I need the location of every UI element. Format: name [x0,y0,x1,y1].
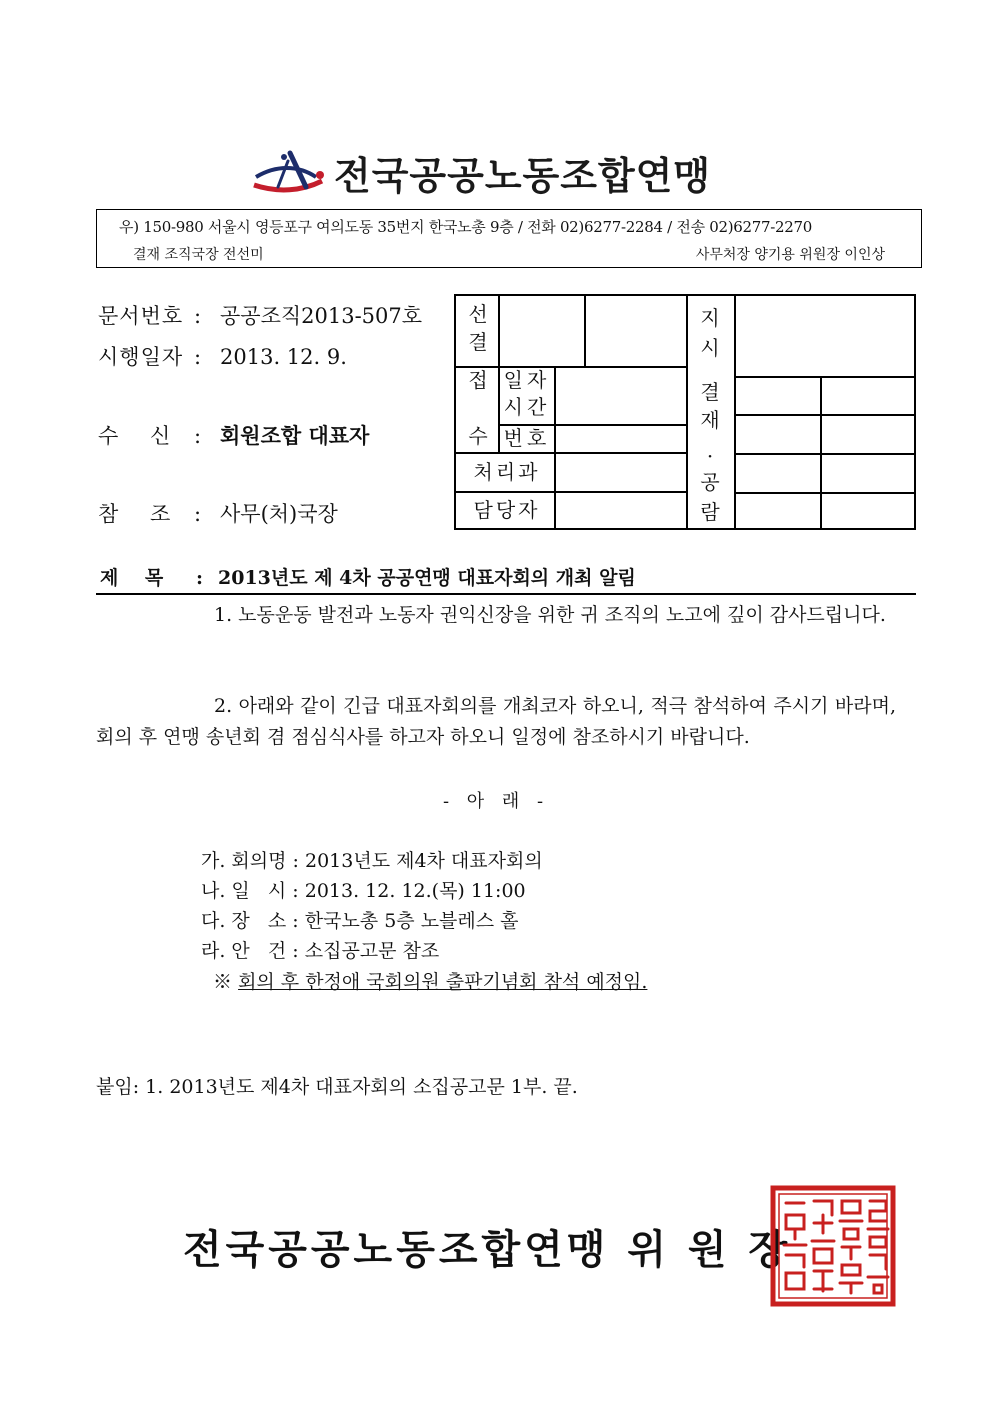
approval-line-left: 결재 조직국장 전선미 [133,247,264,263]
subject-row [100,563,636,590]
item-label: 다. 장 소 : [201,910,305,932]
paragraph-2 [96,691,896,753]
recipient-row [98,420,369,450]
approval-line-right: 사무처장 양기용 위원장 이인상 [695,247,885,263]
cell-jeop: 접 [468,368,488,392]
cell-gyeoljae-1: 결 [700,380,720,404]
item-value: 2013년도 제4차 대표자회의 [304,850,543,872]
doc-number-row [98,300,422,330]
doc-number-value: 공공조직2013-507호 [220,304,423,328]
reference-label: 참 조 [98,502,172,526]
note-text: 회의 후 한정애 국회의원 출판기념회 참석 예정임. [238,971,648,993]
cell-cheorigwa: 처리과 [473,460,541,484]
cell-ji: 지 [700,306,720,330]
cell-ram: 람 [700,500,720,524]
date-label: 시행일자 [98,345,184,369]
colon: : [194,502,202,526]
item-meeting-name [201,846,543,873]
cell-dot: · [706,444,714,468]
item-label: 가. 회의명 : [201,850,305,872]
subject-divider [96,593,916,595]
item-label: 라. 안 건 : [201,940,305,962]
cell-seon: 선 [468,302,488,326]
union-logo-icon [250,147,330,195]
subject-text: 2013년도 제 4차 공공연맹 대표자회의 개최 알림 [218,567,636,589]
cell-damdangja: 담당자 [473,498,541,522]
date-value: 2013. 12. 9. [220,345,347,369]
cell-gyeoljae-2: 재 [700,408,720,432]
item-datetime [201,876,526,903]
recipient-label: 수 신 [98,424,172,448]
paragraph-1 [96,600,896,631]
reference-row [98,498,338,528]
item-value: 소집공고문 참조 [304,940,440,962]
below-heading: - 아 래 - [442,791,550,812]
cell-si: 시 [700,336,720,360]
address-box [96,209,922,268]
cell-beonho: 번호 [503,426,551,450]
cell-gong: 공 [700,470,720,494]
official-seal-icon [770,1185,896,1307]
paragraph-2-text: 2. 아래와 같이 긴급 대표자회의를 개최코자 하오니, 적극 참석하여 주시기 바라며, 회의 후 연맹 송년회 겸 점심식사를 하고자 하오니 일정에 참조하시기 바랍니다. [96,695,896,748]
cell-sigan: 시간 [503,395,551,419]
item-venue [201,906,519,933]
date-row [98,341,347,371]
approval-table [454,294,916,530]
item-value: 2013. 12. 12.(목) 11:00 [304,880,526,902]
cell-gyeol: 결 [468,330,488,354]
item-label: 나. 일 시 : [201,880,305,902]
recipient-value: 회원조합 대표자 [220,423,370,448]
note-row [213,967,647,994]
cell-su: 수 [468,424,488,448]
item-agenda [201,936,439,963]
paragraph-1-text: 1. 노동운동 발전과 노동자 권익신장을 위한 귀 조직의 노고에 깊이 감사드립니다. [214,604,886,626]
reference-value: 사무(처)국장 [220,502,338,526]
attachment-line: 붙임: 1. 2013년도 제4차 대표자회의 소집공고문 1부. 끝. [96,1076,578,1098]
colon: : [194,304,202,328]
signer-title: 전국공공노동조합연맹 위 원 장 [183,1227,792,1273]
letterhead-logo [250,145,750,200]
item-value: 한국노총 5층 노블레스 홀 [304,910,519,932]
colon: : [196,567,204,589]
address-line: 우) 150-980 서울시 영등포구 여의도동 35번지 한국노총 9층 / 전화 02)6277-2284 / 전송 02)6277-2270 [119,218,812,236]
colon: : [194,345,202,369]
colon: : [194,424,202,448]
subject-label: 제 목 [100,567,164,589]
note-mark: ※ [213,971,233,993]
cell-ilja: 일자 [503,368,551,392]
doc-number-label: 문서번호 [98,304,184,328]
org-title: 전국공공노동조합연맹 [334,154,712,198]
